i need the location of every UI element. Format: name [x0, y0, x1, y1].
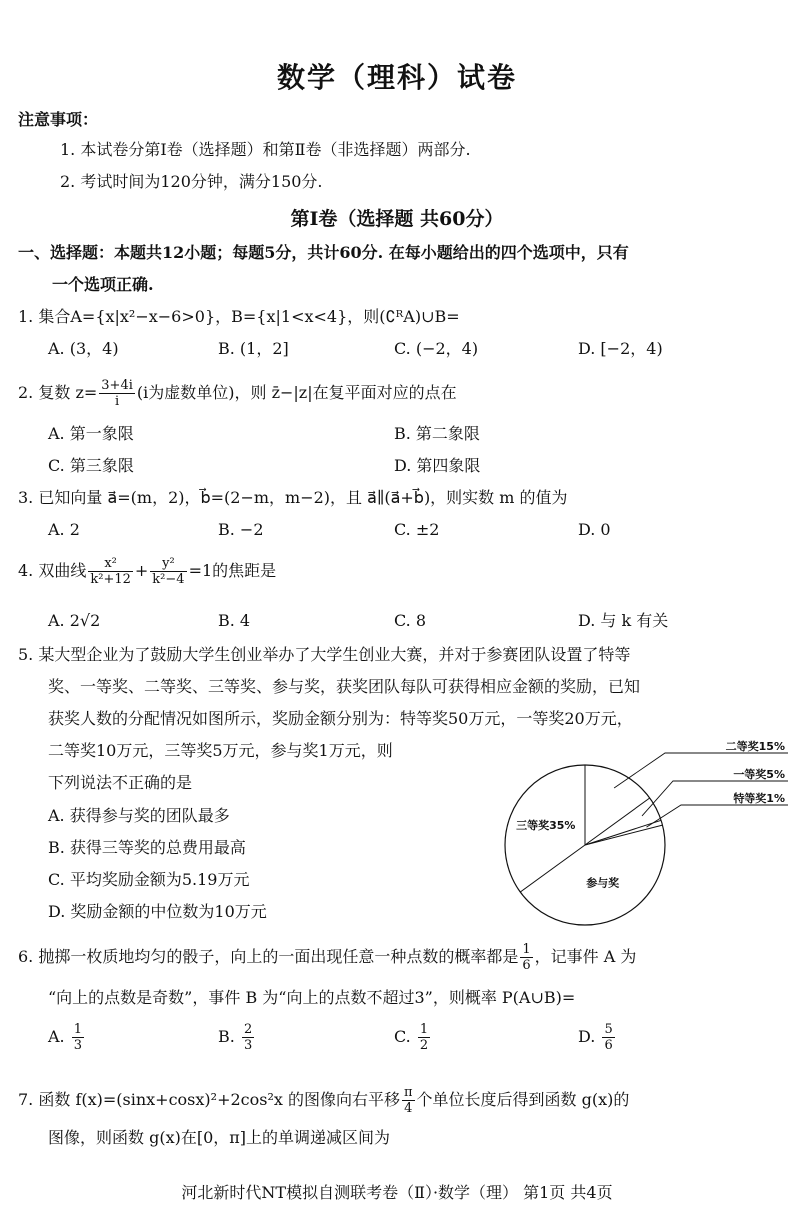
q6-option-d-num: 5	[604, 1022, 613, 1037]
q1-option-d: D. [−2，4)	[578, 339, 663, 358]
q6-fraction	[520, 942, 532, 973]
q6-option-c	[394, 1022, 432, 1053]
q1-stem: 1. 集合A={x|x²−x−6>0}，B={x|1<x<4}，则(∁ᴿA)∪B=	[18, 307, 460, 326]
q4-fraction-y-num: y²	[150, 556, 186, 572]
q6-option-c-den: 2	[419, 1038, 429, 1053]
q6-option-b-num: 2	[243, 1022, 253, 1037]
q3-option-b: B. −2	[218, 520, 264, 539]
part-intro-line1: 一、选择题：本题共12小题；每题5分，共计60分. 在每小题给出的四个选项中，只有	[18, 243, 629, 262]
q6-option-a-label: A.	[48, 1027, 65, 1046]
q6-option-c-label: C.	[394, 1027, 411, 1046]
q6-line-2: “向上的点数是奇数”，事件 B 为“向上的点数不超过3”，则概率 P(A∪B)=	[48, 988, 576, 1007]
q6-option-d-den: 6	[604, 1038, 613, 1053]
q3-stem: 3. 已知向量 a⃗=(m，2)，b⃗=(2−m，m−2)，且 a⃗∥(a⃗+b⃗)，则实数 m 的值为	[18, 488, 568, 507]
q6-line-1-pre: 6. 抛掷一枚质地均匀的骰子，向上的一面出现任意一种点数的概率都是	[18, 947, 519, 966]
q5-line-5: 下列说法不正确的是	[48, 773, 193, 792]
q2-fraction-num: 3+4i	[101, 378, 133, 393]
q6-option-b-fraction	[242, 1022, 254, 1053]
q1-option-a: A. (3，4)	[48, 339, 119, 358]
q4-option-c: C. 8	[394, 611, 427, 630]
q4-plus: +	[134, 561, 149, 580]
q4-fraction-x	[88, 556, 133, 587]
page-footer: 河北新时代NT模拟自测联考卷（Ⅱ）·数学（理） 第1页 共4页	[181, 1183, 613, 1202]
q2-option-b: B. 第二象限	[394, 424, 480, 443]
q6-option-c-num: 1	[419, 1022, 429, 1037]
notice-heading: 注意事项：	[18, 110, 99, 129]
q7-line-1	[18, 1085, 629, 1116]
notice-item-2: 2. 考试时间为120分钟，满分150分.	[60, 172, 323, 191]
q6-option-d-label: D.	[578, 1027, 596, 1046]
notice-item-1: 1. 本试卷分第Ⅰ卷（选择题）和第Ⅱ卷（非选择题）两部分.	[60, 140, 471, 159]
q1-option-b: B. (1，2]	[218, 339, 289, 358]
q5-option-c: C. 平均奖励金额为5.19万元	[48, 870, 250, 889]
q6-fraction-num: 1	[522, 942, 531, 957]
q7-fraction	[402, 1085, 415, 1116]
q7-line-1-post: 个单位长度后得到函数 g(x)的	[416, 1090, 630, 1109]
q6-option-b-den: 3	[243, 1038, 253, 1053]
q6-option-a-num: 1	[73, 1022, 83, 1037]
q5-line-3: 获奖人数的分配情况如图所示，奖励金额分别为：特等奖50万元，一等奖20万元，	[48, 709, 633, 728]
q4-option-a: A. 2√2	[48, 611, 101, 630]
q6-option-b	[218, 1022, 256, 1053]
pie-slice-label: 参与奖	[586, 876, 620, 890]
q7-fraction-num: π	[403, 1085, 413, 1100]
pie-slice-boundary	[585, 825, 663, 845]
q4-fraction-y-den: k²−4	[152, 572, 185, 587]
q6-option-c-fraction	[418, 1022, 430, 1053]
q4-fraction-y	[150, 556, 186, 587]
q4-stem-post: =1的焦距是	[188, 561, 277, 580]
q7-line-2: 图像，则函数 g(x)在[0，π]上的单调递减区间为	[48, 1128, 391, 1147]
q7-fraction-den: 4	[404, 1101, 413, 1116]
q3-option-d: D. 0	[578, 520, 611, 539]
q4-fraction-x-den: k²+12	[90, 572, 131, 587]
q2-option-d: D. 第四象限	[394, 456, 481, 475]
section-title: 第Ⅰ卷（选择题 共60分）	[290, 208, 504, 230]
q6-option-d	[578, 1022, 617, 1053]
q5-option-d: D. 奖励金额的中位数为10万元	[48, 902, 267, 921]
part-intro-line2: 一个选项正确.	[52, 275, 154, 294]
q6-option-a-fraction	[72, 1022, 84, 1053]
q2-stem-pre: 2. 复数 z=	[18, 383, 98, 402]
q5-line-4: 二等奖10万元，三等奖5万元，参与奖1万元，则	[48, 741, 393, 760]
q2-option-c: C. 第三象限	[48, 456, 134, 475]
pie-slice-label: 三等奖35%	[516, 819, 576, 832]
q3-option-a: A. 2	[48, 520, 80, 539]
pie-leader-line	[647, 805, 690, 827]
q2-fraction-den: i	[114, 394, 120, 409]
q5-line-2: 奖、一等奖、二等奖、三等奖、参与奖，获奖团队每队可获得相应金额的奖励，已知	[48, 677, 641, 696]
q2-option-a: A. 第一象限	[48, 424, 134, 443]
q6-option-a-den: 3	[73, 1038, 83, 1053]
q2-stem-post: (i为虚数单位)，则 z̄−|z|在复平面对应的点在	[136, 383, 457, 402]
q4-option-b: B. 4	[218, 611, 251, 630]
q6-fraction-den: 6	[522, 958, 531, 973]
q6-line-1	[18, 942, 636, 973]
q5-option-a: A. 获得参与奖的团队最多	[48, 806, 230, 825]
pie-slice-boundary	[585, 798, 650, 845]
q3-option-c: C. ±2	[394, 520, 440, 539]
q4-stem-pre: 4. 双曲线	[18, 561, 87, 580]
q6-option-b-label: B.	[218, 1027, 235, 1046]
q7-line-1-pre: 7. 函数 f(x)=(sinx+cosx)²+2cos²x 的图像向右平移	[18, 1090, 400, 1109]
q5-line-1: 5. 某大型企业为了鼓励大学生创业举办了大学生创业大赛，并对于参赛团队设置了特等	[18, 645, 631, 664]
q1-option-c: C. (−2，4)	[394, 339, 479, 358]
q6-option-a	[48, 1022, 86, 1053]
page-title: 数学（理科）试卷	[276, 61, 517, 94]
q4-option-d: D. 与 k 有关	[578, 611, 669, 630]
pie-leader-line	[614, 753, 673, 788]
pie-slice-label: 一等奖5%	[733, 768, 785, 781]
q6-option-d-fraction	[602, 1022, 614, 1053]
pie-leader-line	[642, 781, 681, 816]
pie-slice-label: 特等奖1%	[733, 792, 785, 805]
pie-slice-boundary	[520, 845, 585, 892]
pie-slice-label: 二等奖15%	[725, 740, 785, 753]
q6-line-1-post: ，记事件 A 为	[534, 947, 637, 966]
q5-option-b: B. 获得三等奖的总费用最高	[48, 838, 246, 857]
q2-fraction	[99, 378, 135, 409]
q2-stem	[18, 378, 457, 409]
pie-slice-boundary	[585, 820, 661, 845]
q4-stem	[18, 556, 276, 587]
award-pie-chart	[500, 735, 790, 930]
q4-fraction-x-num: x²	[88, 556, 133, 572]
